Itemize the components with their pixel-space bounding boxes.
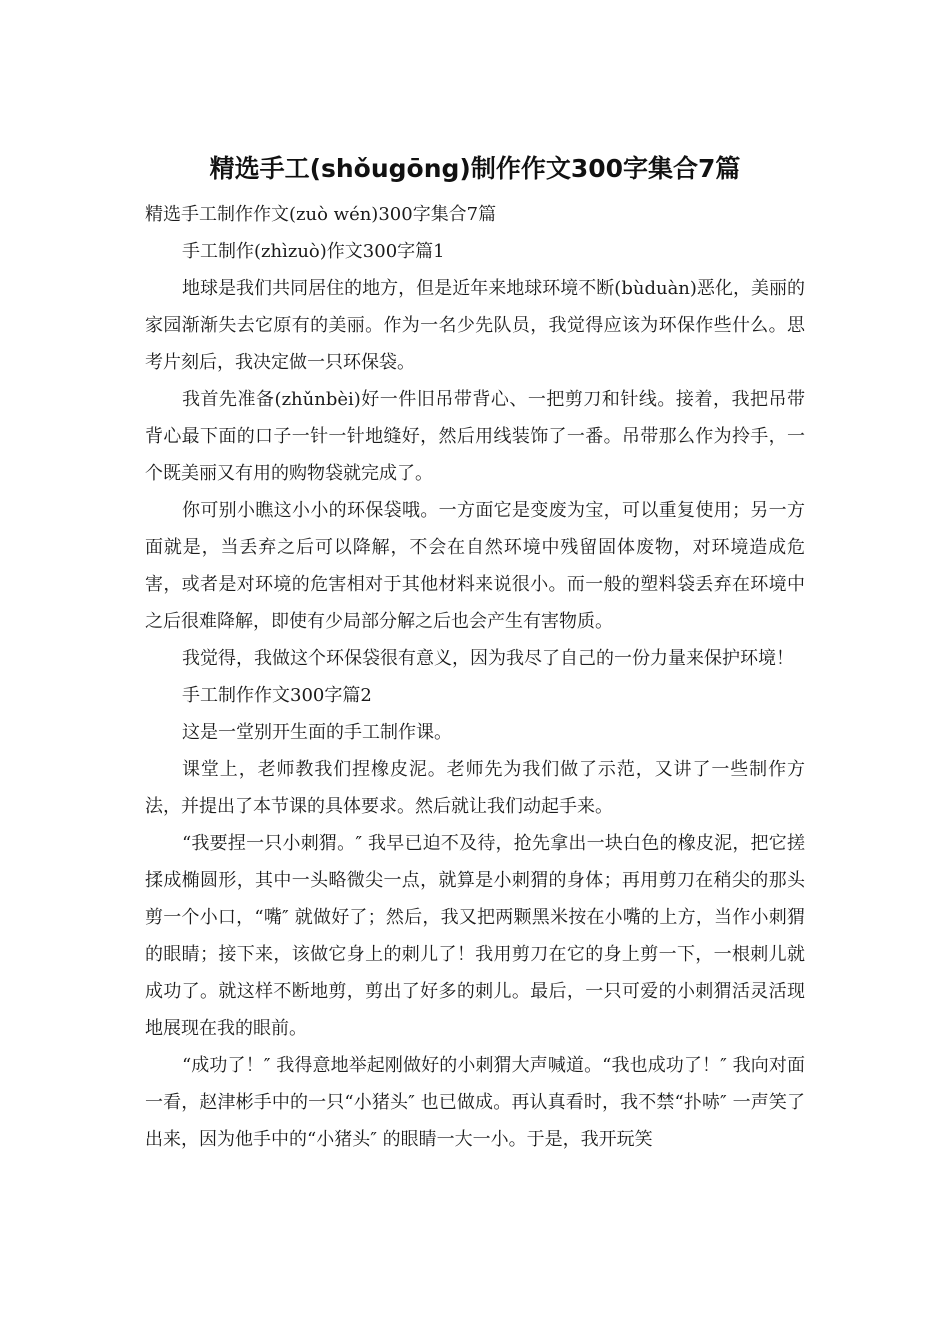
paragraph: 课堂上，老师教我们捏橡皮泥。老师先为我们做了示范，又讲了一些制作方法，并提出了本节课的具体要求。然后就让我们动起手来。 [145,759,805,817]
paragraph: 你可别小瞧这小小的环保袋哦。一方面它是变废为宝，可以重复使用；另一方面就是，当丢弃之后可以降解，不会在自然环境中残留固体废物，对环境造成危害，或者是对环境的危害相对于其他材料来说很小。而一般的塑料袋丢弃在环境中之后很难降解，即使有少局部分解之后也会产生有害物质。 [145,500,805,632]
paragraph: 这是一堂别开生面的手工制作课。 [182,722,452,743]
paragraph: 地球是我们共同居住的地方，但是近年来地球环境不断(bùduàn)恶化，美丽的家园渐渐失去它原有的美丽。作为一名少先队员，我觉得应该为环保作些什么。思考片刻后，我决定做一只环保袋。 [145,278,805,373]
paragraph: 我首先准备(zhǔnbèi)好一件旧吊带背心、一把剪刀和针线。接着，我把吊带背心最下面的口子一针一针地缝好，然后用线装饰了一番。吊带那么作为拎手，一个既美丽又有用的购物袋就完成了。 [145,389,805,484]
paragraph: “我要捏一只小刺猬。″ 我早已迫不及待，抢先拿出一块白色的橡皮泥，把它搓揉成椭圆形，其中一头略微尖一点，就算是小刺猬的身体；再用剪刀在稍尖的那头剪一个小口，“嘴″ 就做好了；然后，我又把两颗黑米按在小嘴的上方，当作小刺猬的眼睛；接下来，该做它身上的刺儿了！我用剪刀在它的身上剪一下，一根刺儿就成功了。就这样不断地剪，剪出了好多的刺儿。最后，一只可爱的小刺猬活灵活现地展现在我的眼前。 [145,833,805,1039]
document-body [145,196,805,1158]
paragraph: “成功了！″ 我得意地举起刚做好的小刺猬大声喊道。“我也成功了！″ 我向对面一看，赵津彬手中的一只“小猪头″ 也已做成。再认真看时，我不禁“扑哧″ 一声笑了出来，因为他手中的“小猪头″ 的眼睛一大一小。于是，我开玩笑 [145,1055,805,1150]
section-heading-2: 手工制作作文300字篇2 [182,685,372,706]
subtitle-paragraph: 精选手工制作作文(zuò wén)300字集合7篇 [145,204,497,225]
section-heading-1: 手工制作(zhìzuò)作文300字篇1 [182,241,445,262]
document-title: 精选手工(shǒugōng)制作作文300字集合7篇 [209,154,741,183]
paragraph: 我觉得，我做这个环保袋很有意义，因为我尽了自己的一份力量来保护环境！ [182,648,794,669]
